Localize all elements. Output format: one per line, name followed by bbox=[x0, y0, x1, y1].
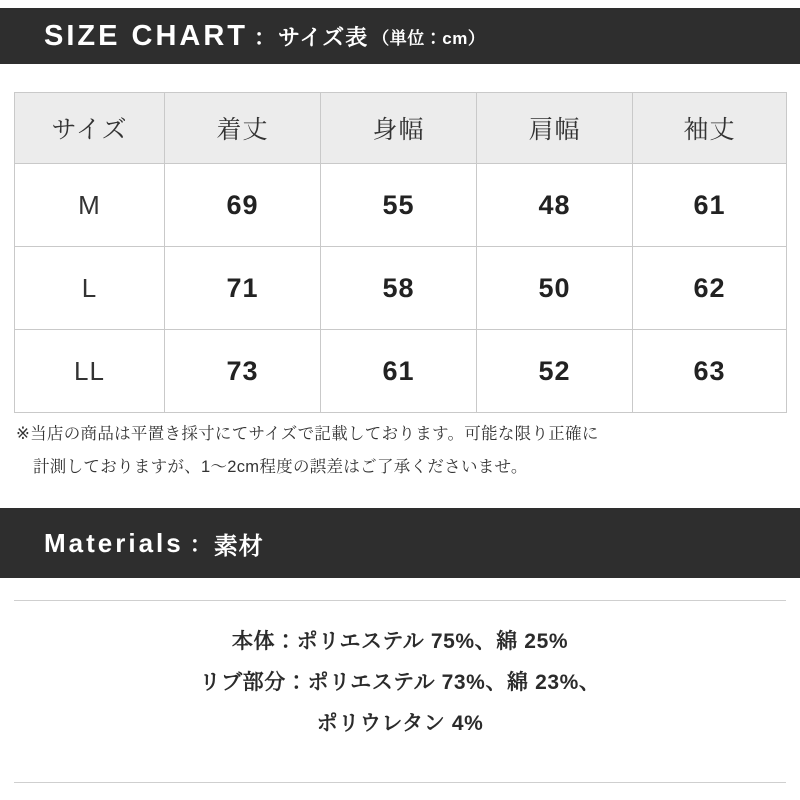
cell-width: 61 bbox=[321, 330, 477, 413]
size-chart-unit: （単位：cm） bbox=[372, 28, 486, 48]
column-header-size: サイズ bbox=[15, 93, 165, 164]
size-chart-title: SIZE CHART bbox=[44, 19, 248, 52]
table-row bbox=[15, 247, 787, 330]
column-header-length: 着丈 bbox=[165, 93, 321, 164]
row-size-label: M bbox=[15, 164, 165, 247]
cell-width: 58 bbox=[321, 247, 477, 330]
column-header-sleeve: 袖丈 bbox=[633, 93, 787, 164]
size-table-body bbox=[15, 164, 787, 413]
page-bottom-divider bbox=[14, 782, 786, 783]
column-header-width: 身幅 bbox=[321, 93, 477, 164]
table-row bbox=[15, 164, 787, 247]
size-table bbox=[14, 92, 787, 413]
table-row bbox=[15, 330, 787, 413]
cell-shoulder: 48 bbox=[477, 164, 633, 247]
column-header-shoulder: 肩幅 bbox=[477, 93, 633, 164]
cell-length: 73 bbox=[165, 330, 321, 413]
materials-title: Materials bbox=[44, 527, 184, 558]
cell-length: 71 bbox=[165, 247, 321, 330]
cell-length: 69 bbox=[165, 164, 321, 247]
cell-shoulder: 50 bbox=[477, 247, 633, 330]
cell-sleeve: 63 bbox=[633, 330, 787, 413]
row-size-label: LL bbox=[15, 330, 165, 413]
size-chart-header-bar bbox=[0, 8, 800, 64]
cell-width: 55 bbox=[321, 164, 477, 247]
table-header-row bbox=[15, 93, 787, 164]
size-table-wrapper bbox=[14, 92, 786, 413]
measurement-note-line-2: 計測しておりますが、1〜2cm程度の誤差はご了承くださいませ。 bbox=[33, 458, 528, 476]
materials-line-rib-1: リブ部分：ポリエステル 73%、綿 23%、 bbox=[199, 670, 601, 694]
materials-header-bar bbox=[0, 508, 800, 578]
materials-title-separator: ： bbox=[189, 531, 212, 557]
materials-subtitle: 素材 bbox=[213, 532, 264, 560]
cell-sleeve: 61 bbox=[633, 164, 787, 247]
size-chart-title-separator: ： bbox=[254, 24, 277, 50]
materials-line-rib-2: ポリウレタン 4% bbox=[316, 711, 484, 735]
materials-content bbox=[0, 622, 800, 745]
materials-line-body: 本体：ポリエステル 75%、綿 25% bbox=[231, 630, 569, 653]
cell-sleeve: 62 bbox=[633, 247, 787, 330]
measurement-note-line-1: ※当店の商品は平置き採寸にてサイズで記載しております。可能な限り正確に bbox=[16, 425, 599, 443]
measurement-note bbox=[16, 418, 784, 484]
size-chart-subtitle: サイズ表 bbox=[278, 24, 369, 50]
row-size-label: L bbox=[15, 247, 165, 330]
cell-shoulder: 52 bbox=[477, 330, 633, 413]
materials-top-divider bbox=[14, 600, 786, 601]
size-table-head bbox=[15, 93, 787, 164]
